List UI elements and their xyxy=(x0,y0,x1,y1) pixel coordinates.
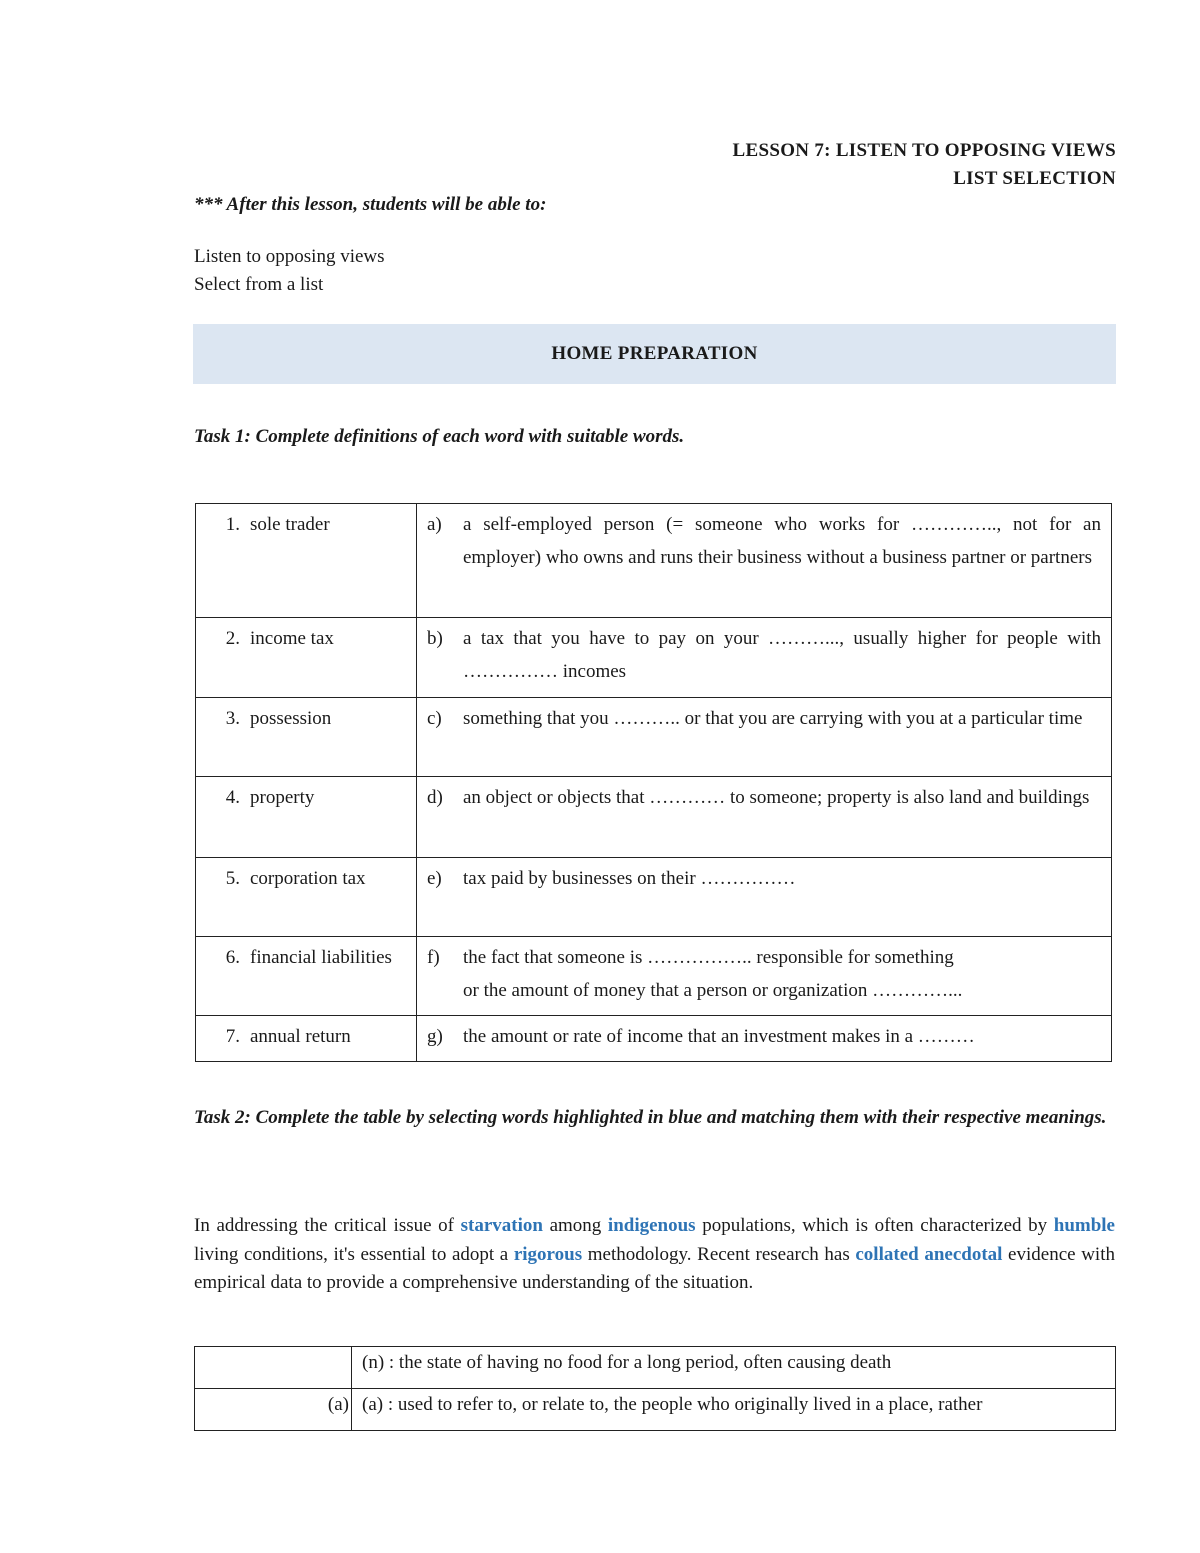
term-cell xyxy=(196,777,417,858)
definition-text xyxy=(463,941,1101,1007)
term-text: property xyxy=(250,787,315,808)
definition-cell xyxy=(417,618,1112,698)
home-preparation-banner: HOME PREPARATION xyxy=(193,324,1116,384)
meaning-cell: (n) : the state of having no food for a long period, often causing death xyxy=(352,1347,1116,1389)
definition-letter: d) xyxy=(427,787,443,808)
term-text: financial liabilities xyxy=(250,947,392,968)
highlighted-word: indigenous xyxy=(607,1215,696,1236)
term-number: 5. xyxy=(225,868,240,889)
definition-text: tax paid by businesses on their …………… xyxy=(463,868,796,889)
passage-text: living conditions, it's essential to adopt a xyxy=(194,1243,514,1265)
highlighted-word: starvation xyxy=(460,1215,543,1236)
definition-letter: g) xyxy=(427,1026,443,1047)
definition-line: the fact that someone is …………….. responsible for something xyxy=(463,947,954,968)
table-row xyxy=(195,1389,1116,1431)
term-number: 7. xyxy=(225,1026,240,1047)
highlighted-word: collated xyxy=(855,1243,919,1265)
objectives-list xyxy=(194,243,385,299)
term-text: corporation tax xyxy=(250,868,366,889)
definition-letter: e) xyxy=(427,868,442,889)
definition-cell xyxy=(417,1016,1112,1062)
definition-text: the amount or rate of income that an investment makes in a ……… xyxy=(463,1026,975,1047)
passage-text: populations, which is often characterized by xyxy=(695,1215,1054,1236)
lesson-title: LESSON 7: LISTEN TO OPPOSING VIEWS xyxy=(732,140,1116,161)
table-row xyxy=(196,698,1112,777)
passage-text: evidence with empirical data to provide a comprehensive understanding of the situation. xyxy=(194,1243,1115,1293)
term-number: 3. xyxy=(225,708,240,729)
definition-text: an object or objects that ………… to someone; property is also land and buildings xyxy=(463,787,1090,808)
definition-text: something that you ……….. or that you are carrying with you at a particular time xyxy=(463,708,1083,729)
term-cell xyxy=(196,698,417,777)
passage-text: In addressing the critical issue of xyxy=(194,1215,461,1236)
table-row xyxy=(195,1347,1116,1389)
term-cell xyxy=(196,618,417,698)
definition-cell xyxy=(417,504,1112,618)
definition-text: a self-employed person (= someone who works for ………….., not for an employer) who owns and runs their business without a business partner or partners xyxy=(463,514,1101,568)
definition-line: or the amount of money that a person or organization …………... xyxy=(463,980,963,1001)
lesson-subtitle: LIST SELECTION xyxy=(953,168,1116,189)
task1-table xyxy=(195,503,1112,1062)
term-number: 6. xyxy=(225,947,240,968)
definition-letter: a) xyxy=(427,514,442,535)
term-number: 4. xyxy=(225,787,240,808)
answer-word-cell[interactable]: (a) xyxy=(195,1389,352,1431)
table-row xyxy=(196,937,1112,1016)
passage-text: methodology. Recent research has xyxy=(582,1243,856,1265)
term-text: sole trader xyxy=(250,514,330,535)
objective-item: Select from a list xyxy=(194,274,324,295)
objectives-title: *** After this lesson, students will be able to: xyxy=(194,194,547,215)
table-row xyxy=(196,777,1112,858)
objective-item: Listen to opposing views xyxy=(194,246,385,267)
task2-table xyxy=(194,1346,1116,1431)
meaning-cell: (a) : used to refer to, or relate to, the people who originally lived in a place, rather xyxy=(352,1389,1116,1431)
highlighted-word: humble xyxy=(1053,1215,1115,1236)
definition-cell xyxy=(417,698,1112,777)
term-cell xyxy=(196,1016,417,1062)
task2-passage xyxy=(194,1212,1115,1298)
definition-cell xyxy=(417,777,1112,858)
definition-cell xyxy=(417,937,1112,1016)
task1-title: Task 1: Complete definitions of each word with suitable words. xyxy=(194,426,685,447)
highlighted-word: anecdotal xyxy=(924,1243,1003,1265)
definition-letter: b) xyxy=(427,628,443,649)
term-cell xyxy=(196,937,417,1016)
answer-word-cell[interactable] xyxy=(195,1347,352,1389)
table-row xyxy=(196,1016,1112,1062)
definition-letter: c) xyxy=(427,708,442,729)
task2-title: Task 2: Complete the table by selecting words highlighted in blue and matching them with their respective meanings. xyxy=(194,1107,1107,1128)
term-text: income tax xyxy=(250,628,334,649)
term-text: possession xyxy=(250,708,332,729)
highlighted-word: rigorous xyxy=(513,1243,583,1265)
table-row xyxy=(196,504,1112,618)
term-number: 1. xyxy=(225,514,240,535)
term-text: annual return xyxy=(250,1026,351,1047)
term-number: 2. xyxy=(225,628,240,649)
definition-letter: f) xyxy=(427,947,440,968)
definition-text: a tax that you have to pay on your ………..., usually higher for people with …………… incomes xyxy=(463,628,1101,682)
definition-cell xyxy=(417,858,1112,937)
term-cell xyxy=(196,504,417,618)
passage-text: among xyxy=(542,1215,608,1236)
table-row xyxy=(196,858,1112,937)
table-row xyxy=(196,618,1112,698)
term-cell xyxy=(196,858,417,937)
lesson-header xyxy=(733,137,1116,193)
